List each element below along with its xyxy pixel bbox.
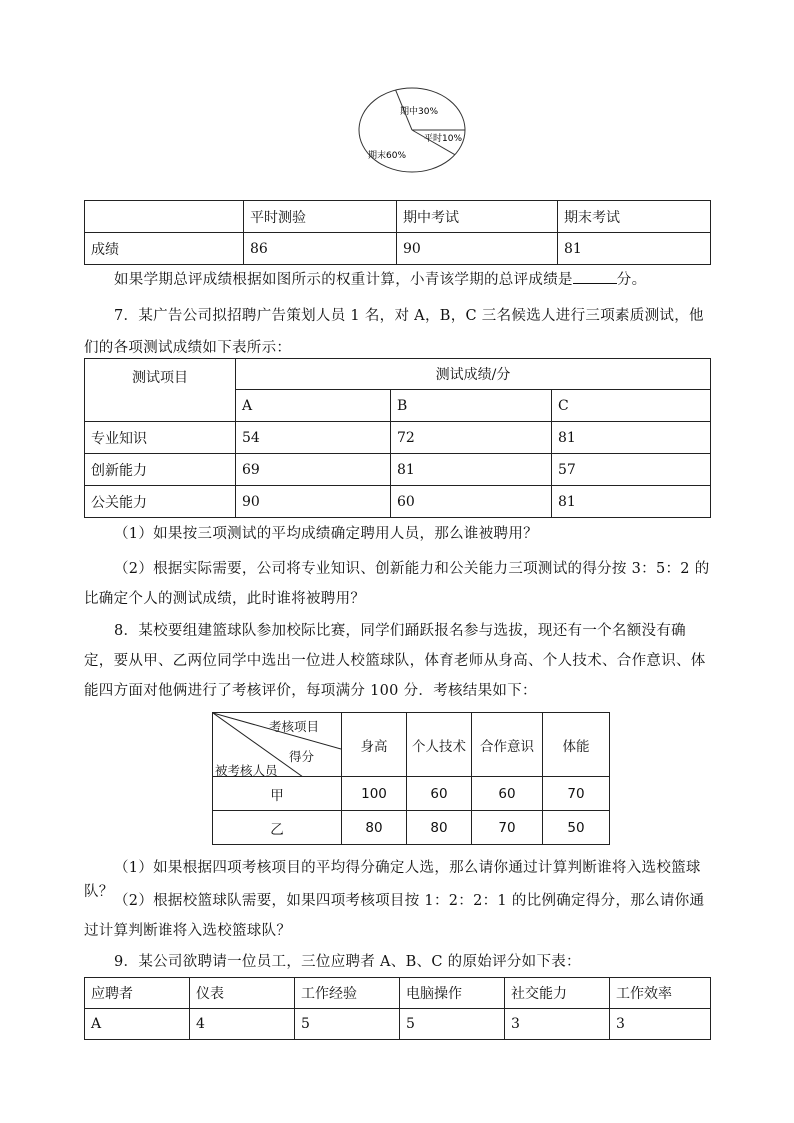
table1-header-midterm: 期中考试 xyxy=(397,201,558,233)
test-score: 81 xyxy=(552,486,711,518)
q9-intro: 9．某公司欲聘请一位员工，三位应聘者 A、B、C 的原始评分如下表： xyxy=(114,954,581,970)
test-score: 90 xyxy=(236,486,391,518)
test-score: 57 xyxy=(552,454,711,486)
applicant-header: 应聘者 xyxy=(85,978,190,1009)
test-score: 81 xyxy=(391,454,552,486)
q6-text: 如果学期总评成绩根据如图所示的权重计算，小青该学期的总评成绩是 xyxy=(114,272,573,288)
applicant-score: 3 xyxy=(610,1009,711,1040)
student-score: 70 xyxy=(472,811,543,845)
q6-question xyxy=(84,268,712,292)
student-score: 80 xyxy=(407,811,472,845)
diagonal-header-cell xyxy=(213,713,342,777)
q8-intro: 8．某校要组建篮球队参加校际比赛，同学们踊跃报名参与选拔，现还有一个名额没有确定，要从甲、乙两位同学中选出一位进人校篮球队，体育老师从身高、个人技术、合作意识、体能四方面对他俩进行了考核评价，每项满分 100 分．考核结果如下： xyxy=(84,623,706,699)
candidate-a-header: A xyxy=(236,390,391,422)
test-score: 81 xyxy=(552,422,711,454)
q8-sub1: （1）如果根据四项考核项目的平均得分确定人选，那么请你通过计算判断谁将入选校篮球队？ xyxy=(84,860,701,900)
pie-label-midterm: 期中30% xyxy=(400,107,439,117)
item-header: 体能 xyxy=(543,713,610,777)
test-score: 60 xyxy=(391,486,552,518)
candidate-b-header: B xyxy=(391,390,552,422)
test-item: 创新能力 xyxy=(85,454,236,486)
q7-intro: 7．某广告公司拟招聘广告策划人员 1 名，对 A，B，C 三名候选人进行三项素质测试，他们的各项测试成绩如下表所示： xyxy=(84,308,704,356)
q6-text-end: 分。 xyxy=(616,272,647,288)
applicant-score: 3 xyxy=(505,1009,610,1040)
table1-header-final: 期末考试 xyxy=(558,201,711,233)
candidate-test-table xyxy=(84,358,711,518)
test-score: 54 xyxy=(236,422,391,454)
diag-mid-label: 得分 xyxy=(289,749,315,764)
test-item: 专业知识 xyxy=(85,422,236,454)
student-score: 50 xyxy=(543,811,610,845)
criteria-header: 工作效率 xyxy=(610,978,711,1009)
q7-sub2: （2）根据实际需要，公司将专业知识、创新能力和公关能力三项测试的得分按 3：5：2 的比确定个人的测试成绩，此时谁将被聘用？ xyxy=(84,561,710,607)
item-header: 身高 xyxy=(342,713,407,777)
candidate-c-header: C xyxy=(552,390,711,422)
applicant-score-table xyxy=(84,977,711,1040)
pie-label-daily: 平时10% xyxy=(424,134,463,144)
weight-pie-chart xyxy=(354,84,470,176)
q7-sub1: （1）如果按三项测试的平均成绩确定聘用人员，那么谁被聘用？ xyxy=(114,526,538,542)
student-name: 乙 xyxy=(213,811,342,845)
student-score: 70 xyxy=(543,777,610,811)
student-name: 甲 xyxy=(213,777,342,811)
diag-bottom-label: 被考核人员 xyxy=(215,763,278,778)
table1-header-empty xyxy=(85,201,244,233)
student-score: 100 xyxy=(342,777,407,811)
criteria-header: 社交能力 xyxy=(505,978,610,1009)
student-score: 60 xyxy=(407,777,472,811)
diag-top-label: 考核项目 xyxy=(269,719,320,734)
pie-label-final: 期末60% xyxy=(368,151,407,161)
test-score: 72 xyxy=(391,422,552,454)
student-score: 60 xyxy=(472,777,543,811)
applicant-score: 5 xyxy=(295,1009,400,1040)
table1-cell: 90 xyxy=(397,233,558,265)
applicant-score: 5 xyxy=(400,1009,505,1040)
criteria-header: 电脑操作 xyxy=(400,978,505,1009)
test-score: 69 xyxy=(236,454,391,486)
item-header: 合作意识 xyxy=(472,713,543,777)
student-score: 80 xyxy=(342,811,407,845)
table1-header-daily: 平时测验 xyxy=(244,201,397,233)
criteria-header: 工作经验 xyxy=(295,978,400,1009)
table1-row-label: 成绩 xyxy=(85,233,244,265)
item-header: 个人技术 xyxy=(407,713,472,777)
table1-cell: 86 xyxy=(244,233,397,265)
applicant-score: 4 xyxy=(190,1009,295,1040)
test-score-header: 测试成绩/分 xyxy=(236,359,711,390)
applicant-name: A xyxy=(85,1009,190,1040)
scores-table xyxy=(84,200,711,265)
criteria-header: 仪表 xyxy=(190,978,295,1009)
answer-blank xyxy=(573,269,617,284)
q8-sub2: （2）根据校篮球队需要，如果四项考核项目按 1：2：2：1 的比例确定得分，那么请你通过计算判断谁将入选校篮球队？ xyxy=(84,893,705,939)
table1-cell: 81 xyxy=(558,233,711,265)
test-item: 公关能力 xyxy=(85,486,236,518)
basketball-assessment-table xyxy=(212,712,610,845)
test-item-header: 测试项目 xyxy=(85,359,236,422)
